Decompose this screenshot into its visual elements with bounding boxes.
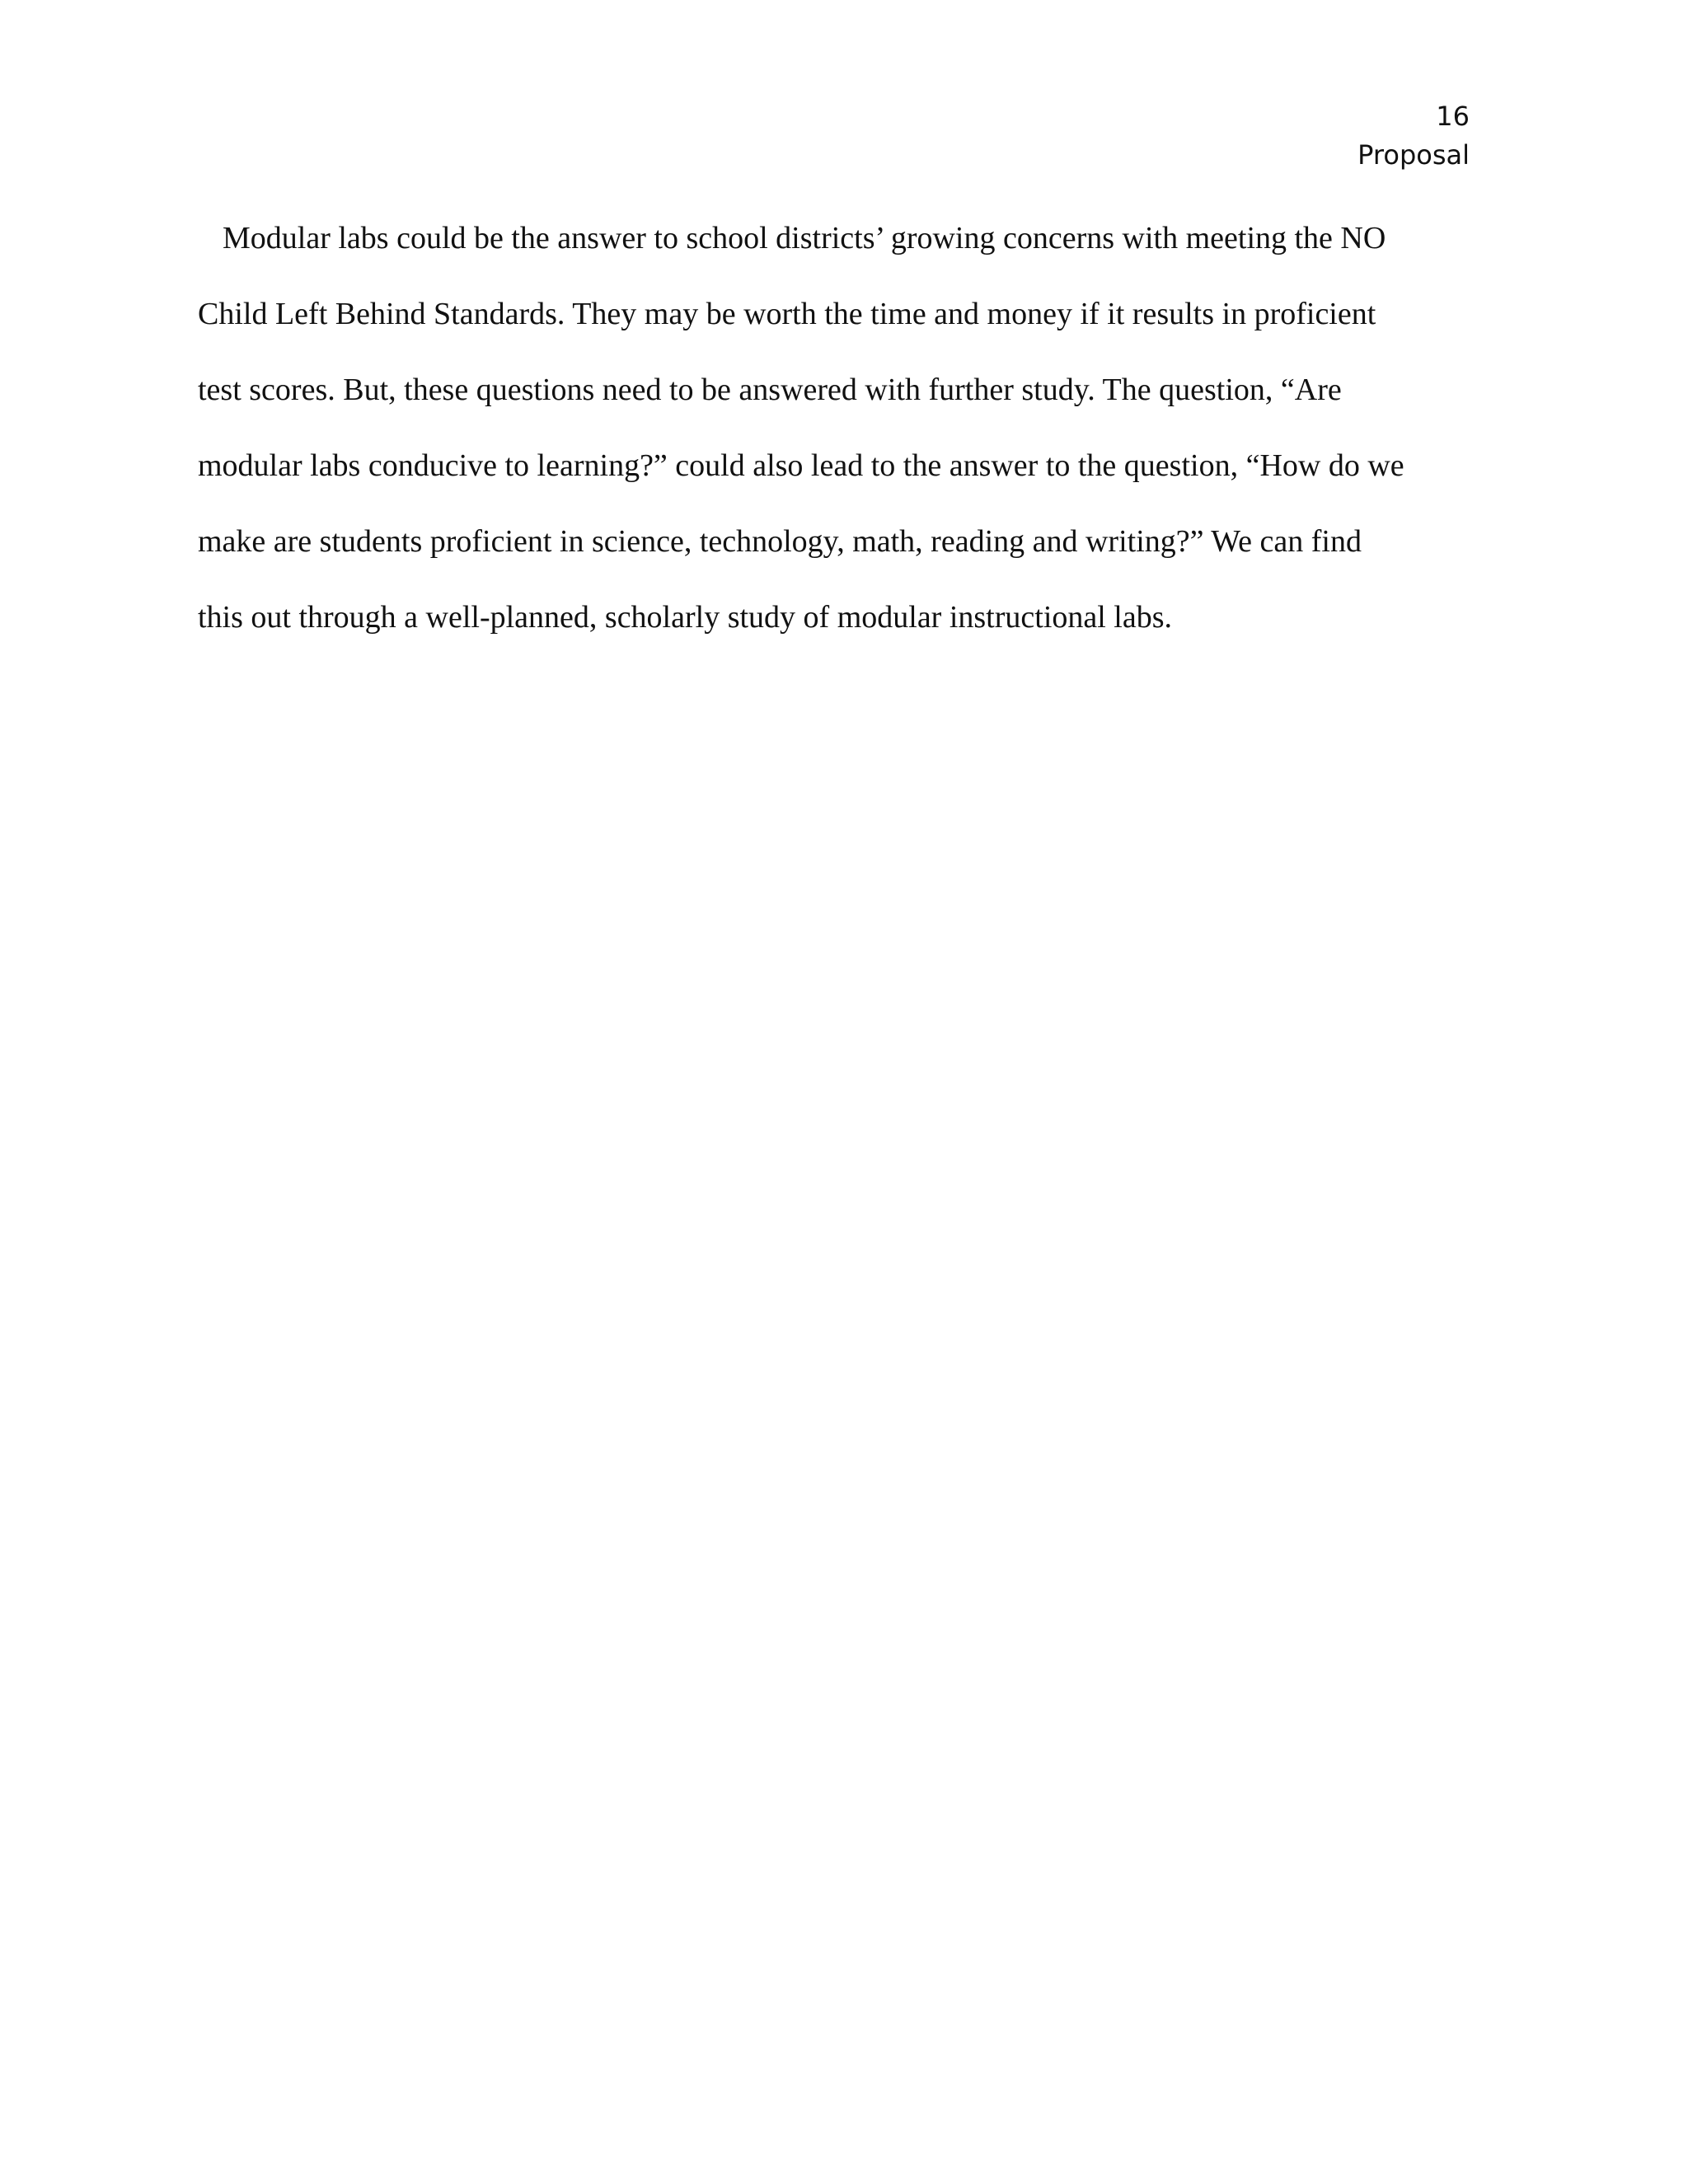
paragraph-line: Modular labs could be the answer to school districts’ growing concerns with meeting the NO [223, 221, 1386, 255]
paragraph-line: test scores. But, these questions need to be answered with further study. The question, “Are [198, 373, 1342, 407]
paragraph-line: modular labs conducive to learning?” could also lead to the answer to the question, “How do we [198, 448, 1404, 483]
paragraph-line: this out through a well-planned, scholarly study of modular instructional labs. [198, 600, 1173, 635]
page-number: 16 [1436, 101, 1470, 132]
paragraph-line: Child Left Behind Standards. They may be worth the time and money if it results in proficient [198, 297, 1376, 331]
page-header [1357, 97, 1470, 175]
body-paragraph [198, 200, 1484, 655]
running-head: Proposal [1357, 139, 1470, 171]
paragraph-line: make are students proficient in science, technology, math, reading and writing?” We can find [198, 524, 1362, 559]
